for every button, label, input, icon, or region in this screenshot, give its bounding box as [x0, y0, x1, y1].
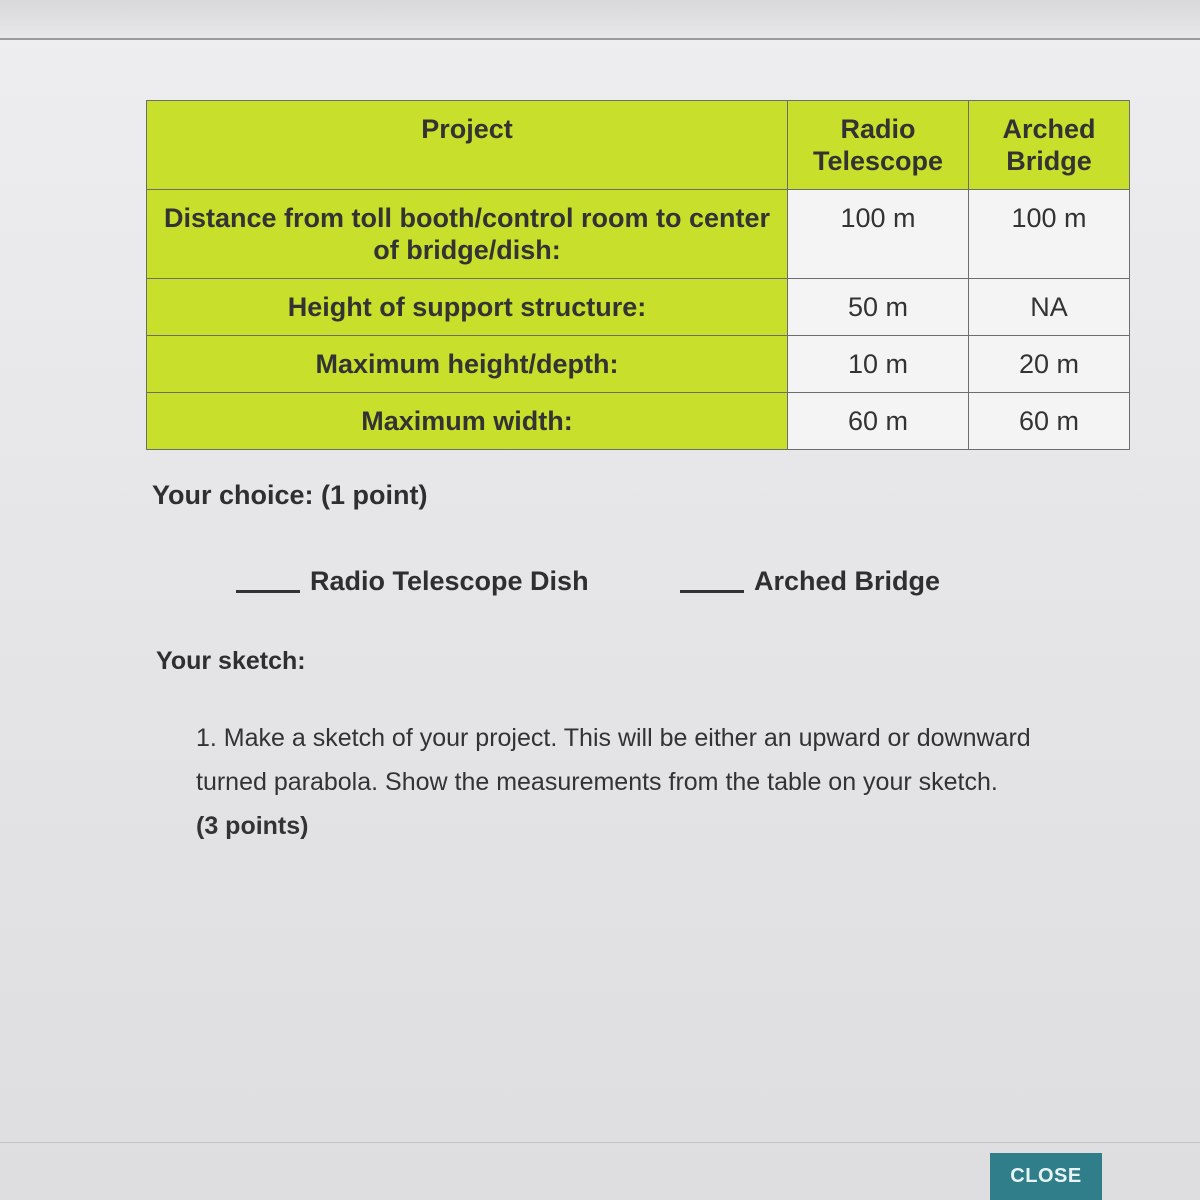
table-row	[147, 279, 1130, 336]
close-button[interactable]: CLOSE	[990, 1153, 1102, 1200]
header-project: Project	[147, 101, 788, 190]
table-row	[147, 336, 1130, 393]
header-arched-bridge: Arched Bridge	[969, 101, 1130, 190]
sketch-heading: Your sketch:	[156, 647, 306, 675]
row-label: Maximum height/depth:	[147, 336, 788, 393]
answer-blank-line[interactable]	[680, 590, 744, 593]
option-label: Arched Bridge	[754, 566, 941, 596]
instruction-text: 1. Make a sketch of your project. This will be either an upward or downward turned parabola. Show the measurements from the table on your sketch.	[196, 724, 1031, 796]
arched-bridge-value: 60 m	[969, 393, 1130, 450]
answer-blank-line[interactable]	[236, 590, 300, 593]
option-arched-bridge[interactable]	[680, 566, 940, 597]
arched-bridge-value: NA	[969, 279, 1130, 336]
radio-telescope-value: 50 m	[788, 279, 969, 336]
table-row	[147, 393, 1130, 450]
row-label: Distance from toll booth/control room to center of bridge/dish:	[147, 190, 788, 279]
points-label: (3 points)	[196, 812, 309, 840]
header-radio-telescope: Radio Telescope	[788, 101, 969, 190]
row-label: Height of support structure:	[147, 279, 788, 336]
option-label: Radio Telescope Dish	[310, 566, 589, 596]
arched-bridge-value: 100 m	[969, 190, 1130, 279]
bottom-divider	[0, 1142, 1200, 1143]
sketch-instruction	[196, 716, 1076, 848]
table-header-row	[147, 101, 1130, 190]
choice-heading: Your choice: (1 point)	[152, 480, 428, 510]
project-comparison-table	[146, 100, 1130, 450]
top-cut-off-text-strip	[0, 0, 1200, 38]
arched-bridge-value: 20 m	[969, 336, 1130, 393]
option-radio-telescope-dish[interactable]	[236, 566, 589, 597]
radio-telescope-value: 10 m	[788, 336, 969, 393]
top-divider	[0, 38, 1200, 40]
radio-telescope-value: 100 m	[788, 190, 969, 279]
table-row	[147, 190, 1130, 279]
radio-telescope-value: 60 m	[788, 393, 969, 450]
row-label: Maximum width:	[147, 393, 788, 450]
